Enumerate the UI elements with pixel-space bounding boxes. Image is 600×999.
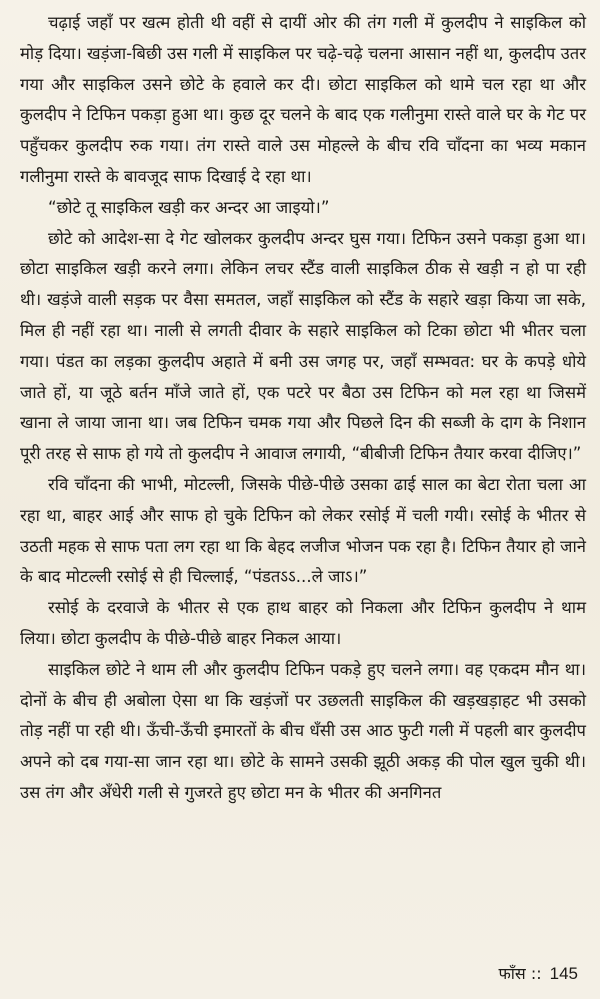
paragraph-6: साइकिल छोटे ने थाम ली और कुलदीप टिफिन पकड़े हुए चलने लगा। वह एकदम मौन था। दोनों के बीच ही अबोला ऐसा था कि खड़ंजों पर उछलती साइकिल की खड़खड़ाहट भी उसको तोड़ नहीं पा रही थी। ऊँची-ऊँची इमारतों के बीच धँसी उस आठ फुटी गली में पहली बार कुलदीप अपने को दब गया-सा जान रहा था। छोटे के सामने उसकी झूठी अकड़ की पोल खुल चुकी थी। उस तंग और अँधेरी गली से गुजरते हुए छोटा मन के भीतर की अनगिनत: [20, 659, 586, 802]
page-number: 145: [549, 964, 578, 983]
paragraph-3: छोटे को आदेश-सा दे गेट खोलकर कुलदीप अन्दर घुस गया। टिफिन उसने पकड़ा हुआ था। छोटा साइकिल खड़ी करने लगा। लेकिन लचर स्टैंड वाली साइकिल ठीक से खड़ी न हो पा रही थी। खड़ंजे वाली सड़क पर वैसा समतल, जहाँ साइकिल को स्टैंड के सहारे खड़ा किया जा सके, मिल ही नहीं रहा था। नाली से लगती दीवार के सहारे साइकिल को टिका छोटा भी भीतर चला गया। पंडत का लड़का कुलदीप अहाते में बनी उस जगह पर, जहाँ सम्भवत: घर के कपड़े धोये जाते हों, या जूठे बर्तन माँजे जाते हों, एक पटरे पर बैठा उस टिफिन को मल रहा था जिसमें खाना ले जाया जाना था। जब टिफिन चमक गया और पिछले दिन की सब्जी के दाग के निशान पूरी तरह से साफ हो गये तो कुलदीप ने आवाज लगायी, “बीबीजी टिफिन तैयार करवा दीजिए।”: [20, 228, 586, 464]
page-footer: [498, 962, 578, 984]
paragraph-1: चढ़ाई जहाँ पर खत्म होती थी वहीं से दायीं ओर की तंग गली में कुलदीप ने साइकिल को मोड़ दिया। खड़ंजा-बिछी उस गली में साइकिल पर चढ़े-चढ़े चलना आसान नहीं था, कुलदीप उतर गया और साइकिल उसने छोटे के हवाले कर दी। छोटा साइकिल को थामे चल रहा था और कुलदीप ने टिफिन पकड़ा हुआ था। कुछ दूर चलने के बाद एक गलीनुमा रास्ते वाले घर के गेट पर पहुँचकर कुलदीप रुक गया। तंग रास्ते वाले उस मोहल्ले के बीच रवि चाँदना का भव्य मकान गलीनुमा रास्ते के बावजूद साफ दिखाई दे रहा था।: [20, 13, 586, 186]
paragraph-2-dialogue: “छोटे तू साइकिल खड़ी कर अन्दर आ जाइयो।”: [48, 197, 330, 217]
paragraph-5: रसोई के दरवाजे के भीतर से एक हाथ बाहर को निकला और टिफिन कुलदीप ने थाम लिया। छोटा कुलदीप के पीछे-पीछे बाहर निकल आया।: [20, 598, 586, 648]
footer-book-title: फाँस ::: [498, 964, 542, 983]
page-body-text: [20, 8, 586, 809]
paragraph-4: रवि चाँदना की भाभी, मोटल्ली, जिसके पीछे-पीछे उसका ढाई साल का बेटा रोता चला आ रहा था, बाहर आई और साफ हो चुके टिफिन को लेकर रसोई में चली गयी। रसोई के भीतर से उठती महक से साफ पता लग रहा था कि बेहद लजीज भोजन पक रहा है। टिफिन तैयार हो जाने के बाद मोटल्ली रसोई से ही चिल्लाई, “पंडतऽऽ...ले जाऽ।”: [20, 474, 586, 587]
